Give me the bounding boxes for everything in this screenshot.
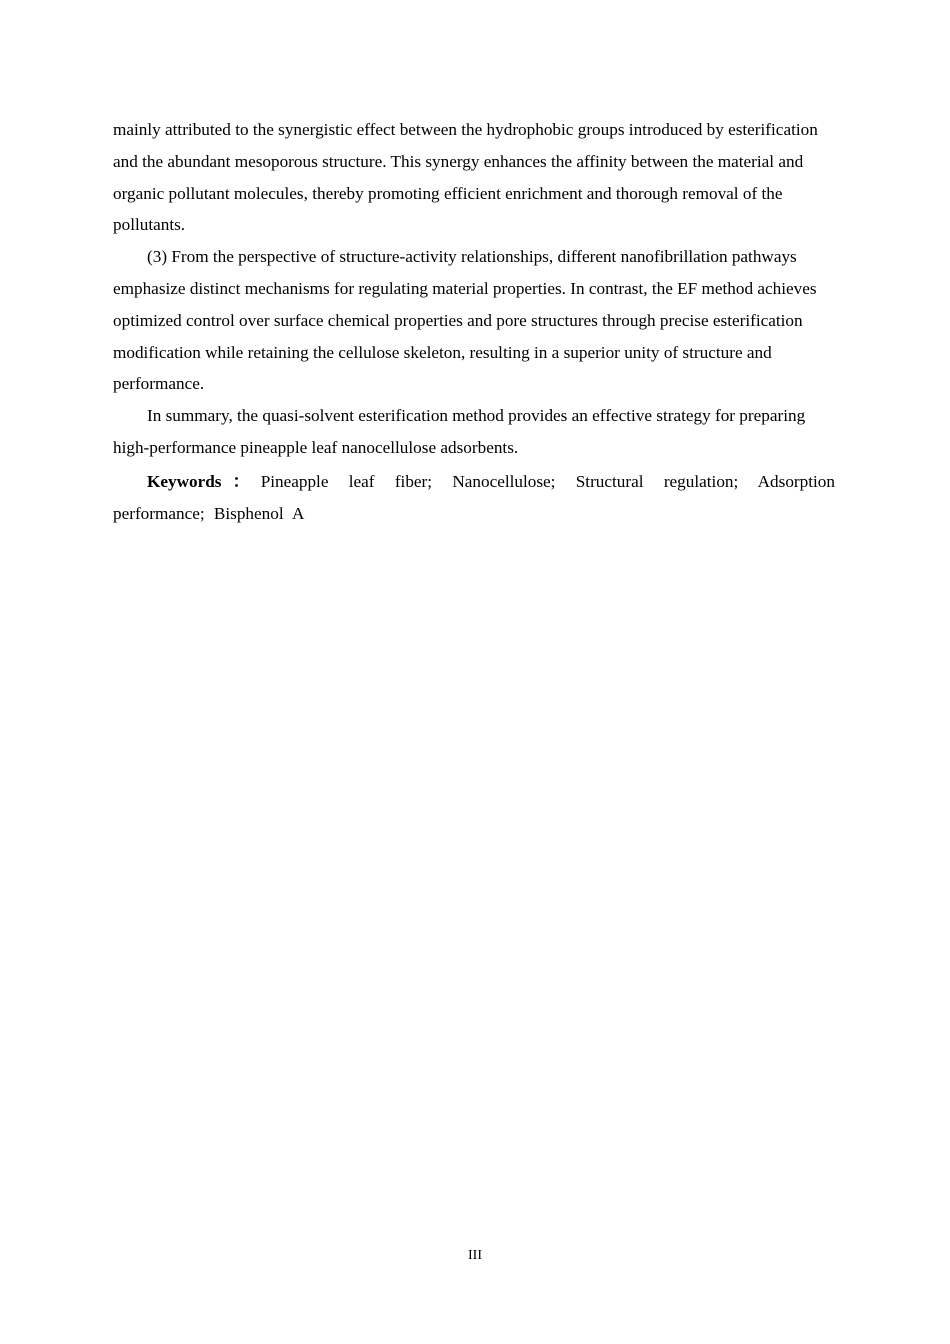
document-body bbox=[113, 114, 835, 529]
page-number: III bbox=[468, 1248, 482, 1263]
paragraph-structure-activity: (3) From the perspective of structure-activity relationships, different nanofibrillation pathways emphasize distinct mechanisms for regulating material properties. In contrast, the EF method achieves optimized control over surface chemical properties and pore structures through precise esterification modification while retaining the cellulose skeleton, resulting in a superior unity of structure and performance. bbox=[113, 247, 817, 394]
paragraph-summary: In summary, the quasi-solvent esterification method provides an effective strategy for preparing high-performance pineapple leaf nanocellulose adsorbents. bbox=[113, 406, 806, 457]
keywords-text: Pineapple leaf fiber; Nanocellulose; Structural regulation; Adsorption performance; Bisphenol A bbox=[113, 471, 835, 523]
keywords-line bbox=[113, 466, 835, 530]
paragraph-continuation: mainly attributed to the synergistic effect between the hydrophobic groups introduced by esterification and the abundant mesoporous structure. This synergy enhances the affinity between the material and organic pollutant molecules, thereby promoting efficient enrichment and thorough removal of the pollutants. bbox=[113, 120, 818, 235]
keywords-label: Keywords： bbox=[147, 471, 261, 491]
